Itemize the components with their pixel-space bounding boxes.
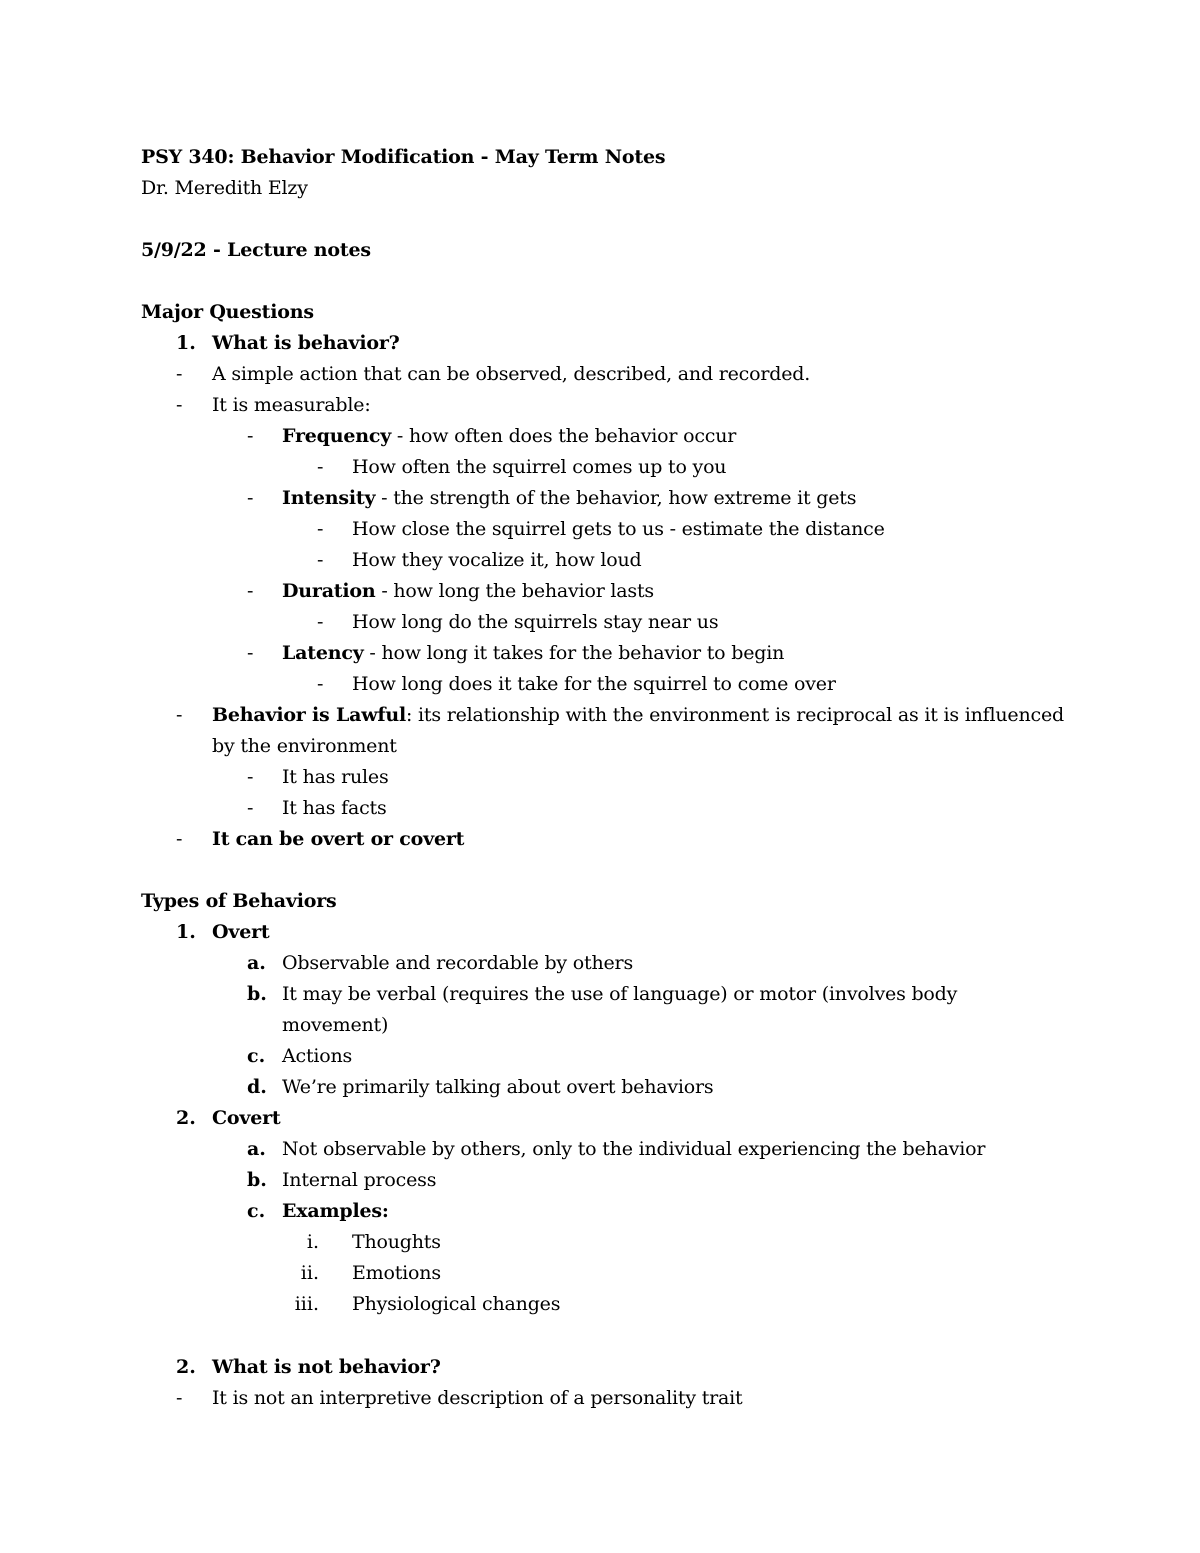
dash-bullet: -	[176, 704, 183, 726]
list-item: Actions	[282, 1045, 353, 1067]
list-letter: c.	[247, 1200, 266, 1222]
list-item: It has facts	[282, 797, 387, 819]
list-number: 2.	[176, 1107, 196, 1129]
list-item: Emotions	[352, 1262, 441, 1284]
type-covert: Covert	[212, 1107, 281, 1129]
dash-bullet: -	[317, 549, 324, 571]
dash-bullet: -	[247, 425, 254, 447]
list-number: 1.	[176, 921, 196, 943]
term-latency: Latency	[282, 642, 364, 664]
list-item-frequency	[282, 421, 736, 452]
list-item-continuation: by the environment	[212, 735, 397, 757]
term-description: - how long it takes for the behavior to begin	[363, 642, 785, 664]
dash-bullet: -	[317, 518, 324, 540]
question-what-is-not-behavior: What is not behavior?	[212, 1356, 441, 1378]
dash-bullet: -	[247, 580, 254, 602]
dash-bullet: -	[176, 363, 183, 385]
list-letter: d.	[247, 1076, 267, 1098]
list-letter: a.	[247, 1138, 266, 1160]
list-item: Internal process	[282, 1169, 437, 1191]
document-title: PSY 340: Behavior Modification - May Term Notes	[141, 146, 666, 168]
list-item: How long does it take for the squirrel to come over	[352, 673, 836, 695]
dash-bullet: -	[247, 642, 254, 664]
date-heading: 5/9/22 - Lecture notes	[141, 239, 371, 261]
term-lawful: Behavior is Lawful	[212, 704, 406, 726]
dash-bullet: -	[176, 828, 183, 850]
term-frequency: Frequency	[282, 425, 392, 447]
question-what-is-behavior: What is behavior?	[212, 332, 400, 354]
list-letter: b.	[247, 983, 267, 1005]
list-item: How often the squirrel comes up to you	[352, 456, 727, 478]
dash-bullet: -	[247, 766, 254, 788]
list-item: How close the squirrel gets to us - estimate the distance	[352, 518, 885, 540]
list-item: It is not an interpretive description of a personality trait	[212, 1387, 743, 1409]
term-intensity: Intensity	[282, 487, 376, 509]
dash-bullet: -	[176, 1387, 183, 1409]
section-heading-major-questions: Major Questions	[141, 301, 314, 323]
list-item: Observable and recordable by others	[282, 952, 633, 974]
list-item: We’re primarily talking about overt behaviors	[282, 1076, 714, 1098]
list-letter: c.	[247, 1045, 266, 1067]
section-heading-types: Types of Behaviors	[141, 890, 337, 912]
term-duration: Duration	[282, 580, 376, 602]
term-description: - the strength of the behavior, how extreme it gets	[375, 487, 857, 509]
list-item: How they vocalize it, how loud	[352, 549, 642, 571]
dash-bullet: -	[176, 394, 183, 416]
list-item-overt-covert: It can be overt or covert	[212, 828, 465, 850]
list-letter: a.	[247, 952, 266, 974]
author: Dr. Meredith Elzy	[141, 177, 308, 199]
list-number: 1.	[176, 332, 196, 354]
roman-numeral: iii.	[294, 1293, 319, 1315]
type-overt: Overt	[212, 921, 270, 943]
list-item-examples: Examples:	[282, 1200, 389, 1222]
list-number: 2.	[176, 1356, 196, 1378]
roman-numeral: ii.	[300, 1262, 319, 1284]
list-item: Thoughts	[352, 1231, 441, 1253]
list-item: It has rules	[282, 766, 389, 788]
list-letter: b.	[247, 1169, 267, 1191]
term-description: - how long the behavior lasts	[375, 580, 654, 602]
list-item-duration	[282, 576, 654, 607]
term-description: : its relationship with the environment is reciprocal as it is influenced	[406, 704, 1064, 726]
list-item-latency	[282, 638, 784, 669]
dash-bullet: -	[247, 797, 254, 819]
list-item: It is measurable:	[212, 394, 371, 416]
list-item: Physiological changes	[352, 1293, 561, 1315]
dash-bullet: -	[317, 611, 324, 633]
dash-bullet: -	[247, 487, 254, 509]
term-description: - how often does the behavior occur	[391, 425, 737, 447]
list-item: How long do the squirrels stay near us	[352, 611, 719, 633]
list-item-lawful	[212, 700, 1064, 731]
list-item: Not observable by others, only to the individual experiencing the behavior	[282, 1138, 986, 1160]
dash-bullet: -	[317, 673, 324, 695]
roman-numeral: i.	[306, 1231, 319, 1253]
list-item-continuation: movement)	[282, 1014, 389, 1036]
dash-bullet: -	[317, 456, 324, 478]
list-item: A simple action that can be observed, described, and recorded.	[212, 363, 811, 385]
list-item-intensity	[282, 483, 856, 514]
list-item: It may be verbal (requires the use of language) or motor (involves body	[282, 983, 958, 1005]
